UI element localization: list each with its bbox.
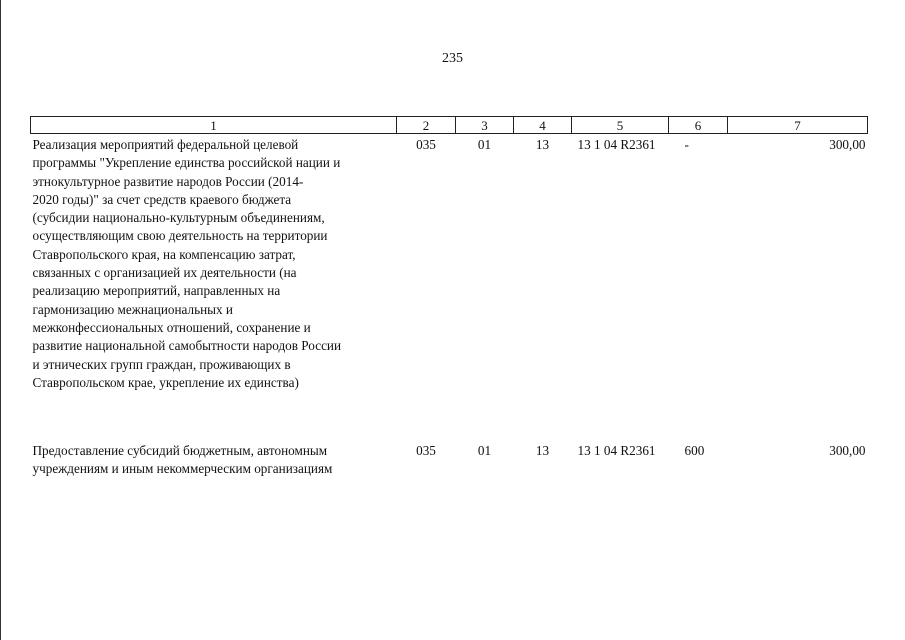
table-row — [31, 439, 868, 479]
name-line: (субсидии национально-культурным объединениям, — [32, 210, 325, 226]
name-line: межконфессиональных отношений, сохранение и — [32, 319, 311, 335]
name-line: развитие национальной самобытности народов России — [32, 338, 342, 354]
name-line: Реализация мероприятий федеральной целевой — [32, 137, 299, 152]
name-line: и этнических групп граждан, проживающих в — [32, 356, 291, 372]
expense-type-cell: - — [684, 137, 689, 152]
name-line: Ставропольского края, на компенсацию затрат, — [32, 246, 296, 262]
column-header-6: 6 — [669, 117, 728, 134]
name-line: 2020 годы)" за счет средств краевого бюджета — [32, 191, 292, 207]
column-header-5: 5 — [572, 117, 669, 134]
name-line: учреждениям и иным некоммерческим организациям — [32, 461, 333, 477]
section-code-cell: 01 — [477, 443, 492, 458]
ministry-code-cell: 035 — [416, 443, 436, 458]
name-line: осуществляющим свою деятельность на территории — [32, 228, 328, 244]
table-header-row — [31, 117, 868, 134]
expense-type-cell: 600 — [684, 443, 705, 458]
target-article-cell: 13 1 04 R2361 — [577, 137, 656, 152]
table-row — [31, 134, 868, 440]
name-line: реализацию мероприятий, направленных на — [32, 283, 281, 299]
name-line: Ставропольском крае, укрепление их единства) — [32, 374, 299, 390]
column-header-1: 1 — [31, 117, 397, 134]
page-left-edge-line — [0, 0, 1, 640]
name-line: Предоставление субсидий бюджетным, автономным — [32, 443, 328, 458]
column-header-3: 3 — [456, 117, 514, 134]
column-header-7: 7 — [728, 117, 868, 134]
row-name-cell — [31, 134, 397, 440]
subsection-code-cell: 13 — [535, 137, 550, 152]
row-name-cell — [31, 439, 397, 479]
subsection-code-cell: 13 — [535, 443, 550, 458]
amount-cell: 300,00 — [829, 137, 866, 152]
page-number: 235 — [442, 51, 463, 66]
name-line: связанных с организацией их деятельности (на — [32, 265, 297, 281]
column-header-2: 2 — [397, 117, 456, 134]
column-header-4: 4 — [514, 117, 572, 134]
budget-table — [30, 116, 868, 479]
ministry-code-cell: 035 — [416, 137, 436, 152]
target-article-cell: 13 1 04 R2361 — [577, 443, 656, 458]
section-code-cell: 01 — [477, 137, 492, 152]
amount-cell: 300,00 — [829, 443, 866, 458]
name-line: программы "Укрепление единства российской нации и — [32, 155, 341, 171]
name-line: гармонизацию межнациональных и — [32, 301, 233, 317]
name-line: этнокультурное развитие народов России (2014- — [32, 173, 304, 189]
